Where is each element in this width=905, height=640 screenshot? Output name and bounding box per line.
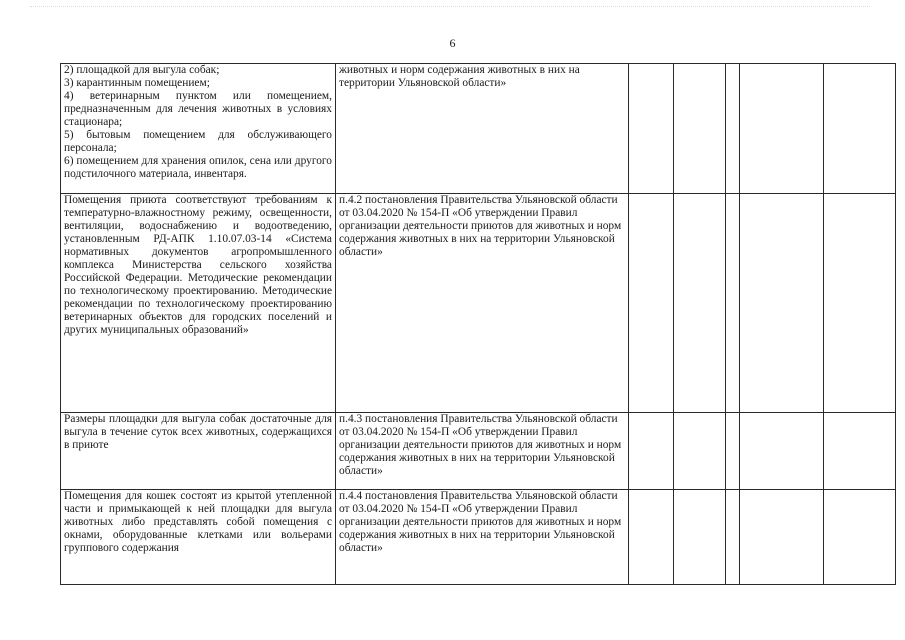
answer-cell [726, 194, 740, 413]
answer-cell [740, 194, 824, 413]
reference-cell: п.4.2 постановления Правительства Ульяновской области от 03.04.2020 № 154-П «Об утверждении Правил организации деятельности приютов для животных и норм содержания животных в них на территории Ульяновской области» [336, 194, 629, 413]
reference-cell: п.4.4 постановления Правительства Ульяновской области от 03.04.2020 № 154-П «Об утверждении Правил организации деятельности приютов для животных и норм содержания животных в них на территории Ульяновской области» [336, 490, 629, 585]
answer-cell [824, 194, 896, 413]
answer-cell [824, 490, 896, 585]
answer-cell [629, 490, 674, 585]
requirement-line: 2) площадкой для выгула собак; [64, 64, 220, 76]
requirement-cell [61, 490, 336, 585]
checklist-table [60, 63, 896, 585]
answer-cell [629, 194, 674, 413]
page-number: 6 [449, 36, 456, 50]
scan-artifact [30, 6, 870, 13]
answer-cell [674, 64, 726, 194]
table-row [61, 413, 896, 490]
table-row [61, 194, 896, 413]
requirement-line: 6) помещением для хранения опилок, сена или другого подстилочного материала, инвентаря. [64, 155, 332, 180]
answer-cell [629, 413, 674, 490]
answer-cell [629, 64, 674, 194]
answer-cell [824, 64, 896, 194]
requirement-cell [61, 64, 336, 194]
answer-cell [824, 413, 896, 490]
requirement-cell [61, 194, 336, 413]
table-row [61, 64, 896, 194]
requirement-line: Помещения приюта соответствуют требованиям к температурно-влажностному режиму, освещенности, вентиляции, водоснабжению и водоотведению, установленным РД-АПК 1.10.07.03-14 «Система нормативных документов агропромышленного комплекса Министерства сельского хозяйства Российской Федерации. Методические рекомендации по технологическому проектированию. Методические рекомендации по технологическому проектированию ветеринарных объектов для городских поселений и других муниципальных образований» [64, 194, 332, 336]
requirement-line: 3) карантинным помещением; [64, 77, 210, 89]
answer-cell [740, 413, 824, 490]
answer-cell [674, 194, 726, 413]
requirement-line: 5) бытовым помещением для обслуживающего персонала; [64, 129, 332, 154]
answer-cell [740, 64, 824, 194]
requirement-cell [61, 413, 336, 490]
reference-cell: животных и норм содержания животных в них на территории Ульяновской области» [336, 64, 629, 194]
answer-cell [726, 64, 740, 194]
answer-cell [740, 490, 824, 585]
reference-cell: п.4.3 постановления Правительства Ульяновской области от 03.04.2020 № 154-П «Об утверждении Правил организации деятельности приютов для животных и норм содержания животных в них на территории Ульяновской области» [336, 413, 629, 490]
requirement-line: Помещения для кошек состоят из крытой утепленной части и примыкающей к ней площадки для выгула животных либо представлять собой помещения с окнами, оборудованные клетками или вольерами группового содержания [64, 490, 332, 554]
requirement-line: Размеры площадки для выгула собак достаточные для выгула в течение суток всех животных, содержащихся в приюте [64, 413, 332, 451]
answer-cell [674, 490, 726, 585]
answer-cell [726, 490, 740, 585]
answer-cell [674, 413, 726, 490]
table-row [61, 490, 896, 585]
answer-cell [726, 413, 740, 490]
requirement-line: 4) ветеринарным пунктом или помещением, предназначенным для лечения животных в условиях стационара; [64, 90, 332, 128]
